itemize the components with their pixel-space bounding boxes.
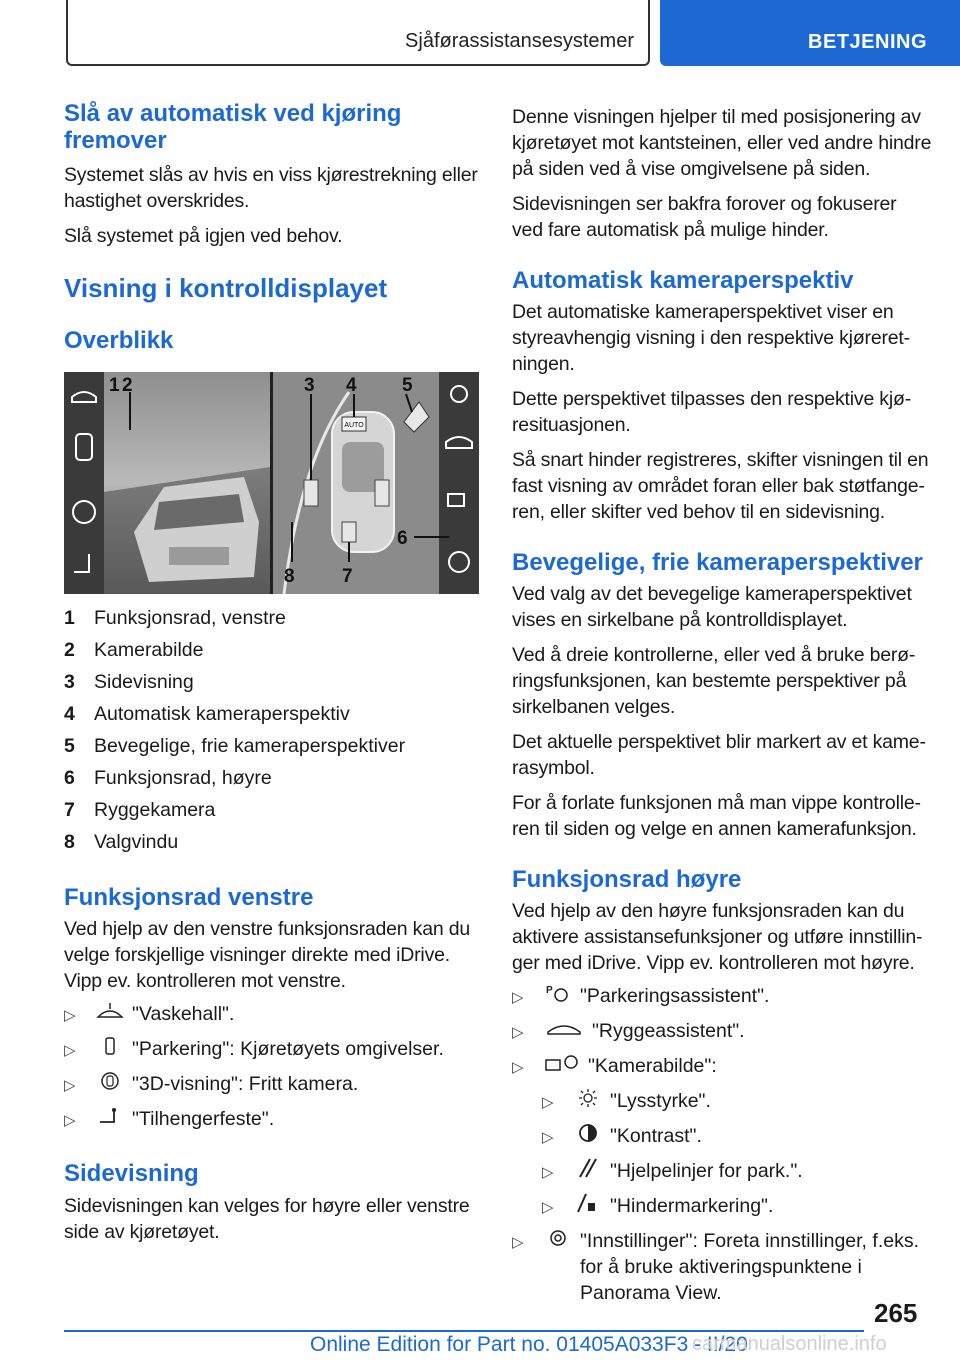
list-item: ▷ "3D-visning": Fritt kamera. <box>64 1071 479 1099</box>
bullet-triangle-icon: ▷ <box>64 1112 76 1129</box>
paragraph-side-view: Sidevisningen kan velges for høyre eller venstre side av kjøretøyet. <box>64 1195 470 1243</box>
paragraph-switch-off-2: Slå systemet på igjen ved behov. <box>64 225 343 247</box>
list-item: ▷ "Lysstyrke". <box>542 1088 932 1116</box>
heading-func-right: Funksjonsrad høyre <box>512 866 742 893</box>
heading-display: Visning i kontrolldisplayet <box>64 273 388 303</box>
bullet-triangle-icon: ▷ <box>542 1199 554 1216</box>
legend-item: 4 Automatisk kameraperspektiv <box>64 703 350 725</box>
overview-figure <box>64 372 479 594</box>
paragraph-intro-1: Denne visningen hjelper til med posisjonering av kjøretøyet mot kantsteinen, eller ved andre hindre på siden ved å vise omgivelsene på siden. <box>512 106 932 180</box>
heading-overview: Overblikk <box>64 327 174 354</box>
header-section-box <box>66 0 650 66</box>
page-number: 265 <box>874 1298 918 1328</box>
legend-item: 6 Funksjonsrad, høyre <box>64 767 272 789</box>
figure-label-8: 8 <box>284 566 295 587</box>
paragraph-switch-off-1: Systemet slås av hvis en viss kjørestrekning eller hastighet overskrides. <box>64 164 478 212</box>
trailer-hitch-icon <box>96 1106 124 1126</box>
paragraph-free-4: For å forlate funksjonen må man vippe kontrolleren til siden og velge en annen kamerafunksjon. <box>512 792 921 840</box>
header-section-title: Sjåførassistansesystemer <box>405 30 634 52</box>
parking-view-icon <box>96 1036 124 1056</box>
bullet-triangle-icon: ▷ <box>64 1007 76 1024</box>
legend-item: 5 Bevegelige, frie kameraperspektiver <box>64 735 406 757</box>
overview-figure-illustration <box>64 372 479 594</box>
paragraph-free-3: Det aktuelle perspektivet blir markert av et kamerasymbol. <box>512 731 926 779</box>
heading-side-view: Sidevisning <box>64 1160 199 1187</box>
list-item: ▷ "Hjelpelinjer for park.". <box>542 1158 932 1186</box>
legend-item: 7 Ryggekamera <box>64 799 216 821</box>
bullet-triangle-icon: ▷ <box>512 1059 524 1076</box>
svg-text:P: P <box>546 985 553 996</box>
header-chapter-title: BETJENING <box>808 31 927 53</box>
bullet-triangle-icon: ▷ <box>512 989 524 1006</box>
figure-auto-label: AUTO <box>344 422 364 429</box>
bullet-triangle-icon: ▷ <box>512 1024 524 1041</box>
bullet-triangle-icon: ▷ <box>542 1094 554 1111</box>
bullet-triangle-icon: ▷ <box>542 1129 554 1146</box>
bullet-triangle-icon: ▷ <box>512 1234 524 1251</box>
car-wash-icon <box>96 1001 124 1021</box>
parking-guides-icon <box>574 1158 602 1178</box>
paragraph-free-2: Ved å dreie kontrollerne, eller ved å bruke berøringsfunksjonen, kan bestemte perspektiver på sirkelbanen velges. <box>512 644 916 718</box>
paragraph-intro-2: Sidevisningen ser bakfra forover og fokuserer ved fare automatisk på mulige hinder. <box>512 193 897 241</box>
paragraph-func-left: Ved hjelp av den venstre funksjonsraden kan du velge forskjellige visninger direkte med iDrive. Vipp ev. kontrolleren mot venstre. <box>64 918 471 992</box>
brightness-icon <box>574 1088 602 1108</box>
figure-label-3: 3 <box>304 375 315 396</box>
paragraph-auto-2: Dette perspektivet tilpasses den respektive kjøresituasjonen. <box>512 388 912 436</box>
settings-gear-icon <box>544 1228 572 1248</box>
heading-func-left: Funksjonsrad venstre <box>64 884 314 911</box>
list-item: ▷ "Ryggeassistent". <box>512 1018 932 1046</box>
footer-edition: Online Edition for Part no. 01405A033F3 - II/20 <box>310 1333 748 1356</box>
list-item: ▷ "Kontrast". <box>542 1123 932 1151</box>
paragraph-func-right: Ved hjelp av den høyre funksjonsraden kan du aktivere assistansefunksjoner og utføre innstillinger med iDrive. Vipp ev. kontrolleren mot høyre. <box>512 900 923 974</box>
parking-assistant-icon <box>544 983 572 1003</box>
bullet-triangle-icon: ▷ <box>64 1077 76 1094</box>
figure-label-1: 1 <box>109 375 120 396</box>
reversing-assistant-icon <box>544 1018 584 1038</box>
list-item: ▷ "Innstillinger": Foreta innstillinger, f.eks. for å bruke aktiveringspunktene i Panorama View. <box>512 1230 919 1304</box>
figure-label-4: 4 <box>346 375 357 396</box>
contrast-icon <box>574 1123 602 1143</box>
paragraph-free-1: Ved valg av det bevegelige kameraperspektivet vises en sirkelbane på kontrolldisplayet. <box>512 583 912 631</box>
heading-switch-off: Slå av automatisk ved kjøring fremover <box>64 100 402 154</box>
bullet-triangle-icon: ▷ <box>542 1164 554 1181</box>
paragraph-auto-1: Det automatiske kameraperspektivet viser en styreavhengig visning i den respektive kjøreretningen. <box>512 301 911 375</box>
list-item: ▷ P "Parkeringsassistent". <box>512 983 932 1011</box>
list-item: ▷ "Parkering": Kjøretøyets omgivelser. <box>64 1036 479 1064</box>
footer-watermark-logo: carmanualsonline.info <box>692 1333 887 1355</box>
header-chapter-box <box>660 0 960 66</box>
list-item: ▷ "Vaskehall". <box>64 1001 479 1029</box>
3d-view-icon <box>96 1071 124 1091</box>
footer-divider <box>64 1330 864 1332</box>
figure-label-7: 7 <box>342 566 353 587</box>
list-item: ▷ "Kamerabilde": <box>512 1053 932 1081</box>
heading-free-perspective: Bevegelige, frie kameraperspektiver <box>512 549 923 576</box>
right-column <box>512 104 932 1306</box>
list-item: ▷ "Tilhengerfeste". <box>64 1106 479 1134</box>
func-left-list <box>64 1001 479 1134</box>
figure-label-2: 2 <box>122 375 133 396</box>
left-column <box>64 100 479 1245</box>
legend-item: 3 Sidevisning <box>64 671 194 693</box>
obstacle-marking-icon <box>574 1193 602 1213</box>
legend-list <box>64 602 479 858</box>
heading-auto-perspective: Automatisk kameraperspektiv <box>512 267 854 294</box>
paragraph-auto-3: Så snart hinder registreres, skifter visningen til en fast visning av området foran eller bak støtfangeren, eller skifter ved behov til en sidevisning. <box>512 449 929 523</box>
figure-label-6: 6 <box>397 528 408 549</box>
camera-image-icon <box>544 1053 580 1073</box>
legend-item: 8 Valgvindu <box>64 831 179 853</box>
func-right-list <box>512 983 932 1306</box>
figure-label-5: 5 <box>402 375 413 396</box>
list-item: ▷ "Hindermarkering". <box>542 1193 932 1221</box>
legend-item: 2 Kamerabilde <box>64 639 204 661</box>
legend-item: 1 Funksjonsrad, venstre <box>64 607 286 629</box>
bullet-triangle-icon: ▷ <box>64 1042 76 1059</box>
